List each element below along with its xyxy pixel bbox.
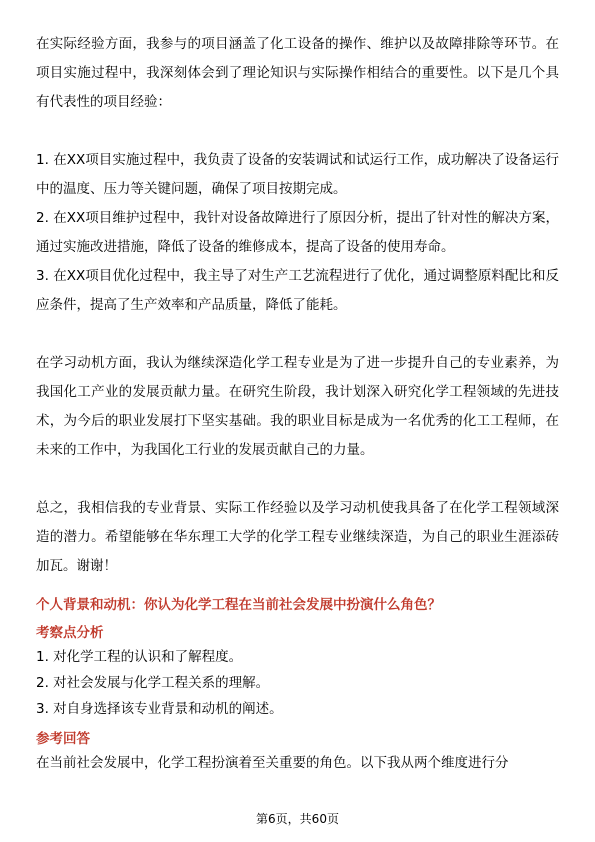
list-item: 1. 在XX项目实施过程中，我负责了设备的安装调试和试运行工作，成功解决了设备运行中的温度、压力等关键问题，确保了项目按期完成。 <box>36 152 559 197</box>
spacer <box>36 320 559 349</box>
question-title: 个人背景和动机：你认为化学工程在当前社会发展中扮演什么角色？ <box>36 597 441 613</box>
spacer <box>36 465 559 494</box>
list-item: 2. 对社会发展与化学工程关系的理解。 <box>36 675 270 691</box>
spacer <box>36 117 559 146</box>
answer-text: 在当前社会发展中，化学工程扮演着至关重要的角色。以下我从两个维度进行分 <box>36 755 509 771</box>
paragraph-conclusion: 总之，我相信我的专业背景、实际工作经验以及学习动机使我具备了在化学工程领域深造的潜力。希望能够在华东理工大学的化学工程专业继续深造，为自己的职业生涯添砖加瓦。谢谢！ <box>36 500 559 574</box>
analysis-heading: 考察点分析 <box>36 625 104 641</box>
answer-heading: 参考回答 <box>36 731 90 747</box>
list-item: 3. 对自身选择该专业背景和动机的阐述。 <box>36 701 283 717</box>
list-item: 3. 在XX项目优化过程中，我主导了对生产工艺流程进行了优化，通过调整原料配比和反应条件，提高了生产效率和产品质量，降低了能耗。 <box>36 268 559 313</box>
page-number: 第6页，共60页 <box>256 812 339 826</box>
list-item: 2. 在XX项目维护过程中，我针对设备故障进行了原因分析，提出了针对性的解决方案，通过实施改进措施，降低了设备的维修成本，提高了设备的使用寿命。 <box>36 210 559 255</box>
list-item: 1. 对化学工程的认识和了解程度。 <box>36 649 243 665</box>
document-body <box>36 30 559 776</box>
paragraph-motivation: 在学习动机方面，我认为继续深造化学工程专业是为了进一步提升自己的专业素养，为我国化工产业的发展贡献力量。在研究生阶段，我计划深入研究化学工程领域的先进技术，为今后的职业发展打下坚实基础。我的职业目标是成为一名优秀的化工工程师，在未来的工作中，为我国化工行业的发展贡献自己的力量。 <box>36 355 559 458</box>
paragraph-experience: 在实际经验方面，我参与的项目涵盖了化工设备的操作、维护以及故障排除等环节。在项目实施过程中，我深刻体会到了理论知识与实际操作相结合的重要性。以下是几个具有代表性的项目经验： <box>36 36 559 110</box>
spacer <box>36 581 559 591</box>
